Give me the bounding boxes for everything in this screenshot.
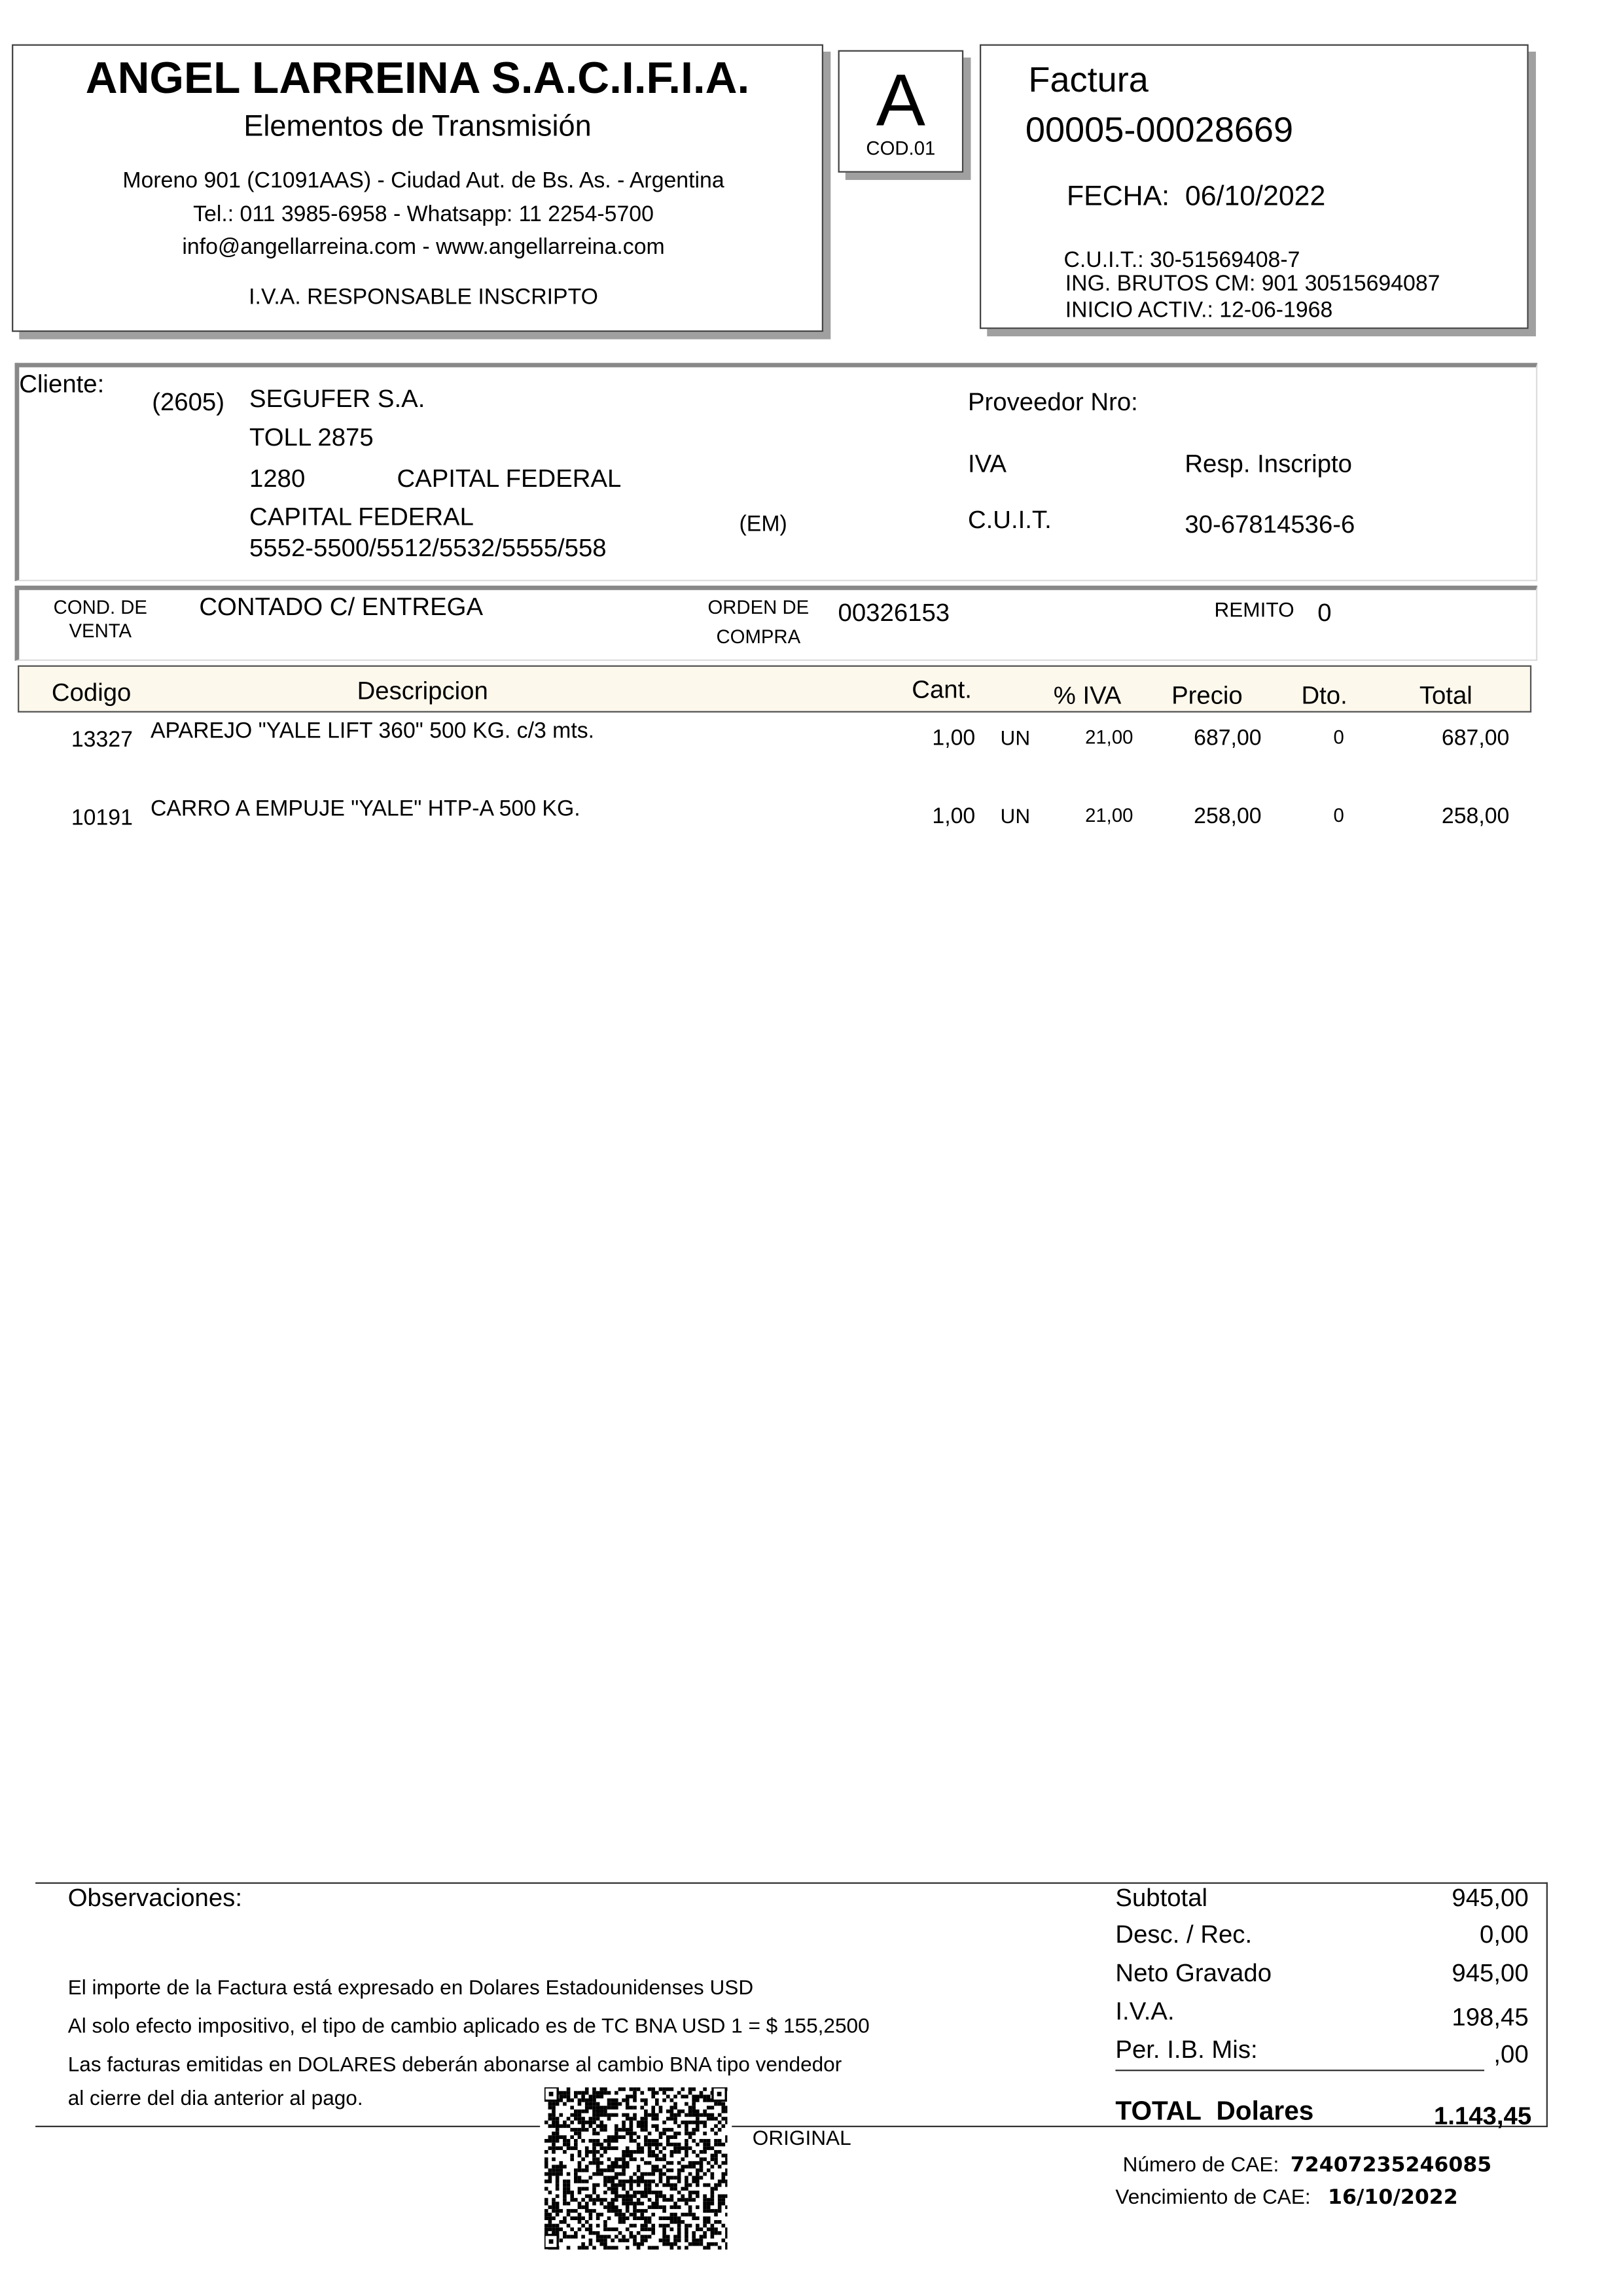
observations-label: Observaciones: [67,1883,243,1912]
header-codigo: Codigo [51,679,132,707]
header-cant: Cant. [912,675,972,704]
cell-descripcion: APAREJO "YALE LIFT 360" 500 KG. c/3 mts. [150,718,595,744]
header-descripcion: Descripcion [357,677,488,705]
orden-compra-value: 00326153 [838,599,950,627]
observation-note: El importe de la Factura está expresado en Dolares Estadounidenses USD [67,1975,754,1999]
cae-label: Número de CAE: [1122,2152,1279,2176]
cell-iva: 21,00 [1085,726,1133,749]
cae-value: 72407235246085 [1290,2153,1492,2178]
conditions-section [15,586,1538,661]
cell-codigo: 13327 [71,727,133,752]
client-zone: (EM) [739,512,787,537]
document-letter: A [876,59,925,142]
issuer-inicio: INICIO ACTIV.: 12-06-1968 [1065,298,1333,323]
client-zip: 1280 [249,465,306,493]
totals-value: 0,00 [1480,1920,1529,1949]
client-cuit-value: 30-67814536-6 [1185,510,1355,539]
client-street: TOLL 2875 [249,423,374,451]
client-label: Cliente: [19,370,105,398]
footer-section [35,1882,1548,2130]
client-section [15,363,1538,582]
total-value: 1.143,45 [1433,2102,1532,2130]
invoice-info [980,44,1529,329]
company-phones: Tel.: 011 3985-6958 - Whatsapp: 11 2254-5700 [193,202,654,228]
cae-exp-value: 16/10/2022 [1327,2186,1458,2210]
header-total: Total [1419,681,1472,710]
provider-label: Proveedor Nro: [967,387,1138,416]
orden-label-line: ORDEN DE [707,595,810,618]
issuer-cuit: C.U.I.T.: 30-51569408-7 [1063,247,1300,274]
orden-compra-label [695,593,822,652]
copy-label: ORIGINAL [752,2125,851,2149]
client-city: CAPITAL FEDERAL [397,465,622,493]
cell-cant: 1,00 [932,726,976,751]
totals-label: Subtotal [1115,1883,1208,1912]
cell-descripcion: CARRO A EMPUJE "YALE" HTP-A 500 KG. [150,796,580,822]
client-code: (2605) [152,387,225,416]
client-cuit-label: C.U.I.T. [967,506,1052,535]
totals-value: 945,00 [1452,1883,1529,1912]
document-type-box [838,50,964,173]
totals-value: 198,45 [1452,2003,1529,2032]
remito-value: 0 [1317,599,1332,627]
cell-unit: UN [1000,804,1031,828]
total-word: TOTAL [1115,2096,1202,2126]
totals-label: I.V.A. [1115,1997,1175,2026]
cell-dto: 0 [1333,804,1344,826]
company-name: ANGEL LARREINA S.A.C.I.F.I.A. [85,54,750,103]
client-phones: 5552-5500/5512/5532/5555/558 [249,534,607,562]
company-iva: I.V.A. RESPONSABLE INSCRIPTO [249,285,598,310]
cell-iva: 21,00 [1085,804,1133,826]
totals-label: Desc. / Rec. [1115,1920,1253,1949]
date-label: FECHA: [1067,181,1170,213]
cell-dto: 0 [1333,726,1344,749]
cell-codigo: 10191 [71,805,133,831]
totals-value: ,00 [1493,2040,1529,2068]
remito-label: REMITO [1214,597,1294,622]
invoice-title: Factura [1028,60,1149,101]
cond-venta-label [48,596,152,643]
cell-total: 258,00 [1441,804,1510,830]
total-currency: Dolares [1216,2096,1314,2126]
cae-expiration [1115,2185,1457,2210]
header-dto: Dto. [1301,681,1347,710]
company-tagline: Elementos de Transmisión [243,111,592,143]
cae-number [1123,2152,1492,2177]
cae-exp-label: Vencimiento de CAE: [1115,2184,1311,2208]
issuer-ing-brutos: ING. BRUTOS CM: 901 30515694087 [1065,271,1440,297]
qr-code [540,2085,732,2250]
invoice-number: 00005-00028669 [1025,111,1294,150]
items-table-header [18,665,1531,713]
totals-value: 945,00 [1452,1958,1529,1987]
cell-cant: 1,00 [932,804,976,830]
cond-venta-value: CONTADO C/ ENTREGA [199,593,484,622]
invoice-date [1067,181,1325,214]
totals-label: Neto Gravado [1115,1958,1272,1987]
qr-code-icon [544,2087,728,2250]
cond-label-line: VENTA [69,619,132,642]
cell-unit: UN [1000,726,1031,750]
header-iva: % IVA [1053,681,1122,710]
observation-note: Al solo efecto impositivo, el tipo de cambio aplicado es de TC BNA USD 1 = $ 155,2500 [67,2013,870,2038]
client-iva-value: Resp. Inscripto [1185,450,1353,478]
company-header [12,44,823,332]
orden-label-line: COMPRA [716,625,801,648]
client-name: SEGUFER S.A. [249,385,425,414]
total-label [1115,2096,1313,2127]
observation-note: al cierre del dia anterior al pago. [67,2085,363,2110]
company-address: Moreno 901 (C1091AAS) - Ciudad Aut. de Bs. As. - Argentina [122,168,724,194]
header-precio: Precio [1171,681,1243,710]
totals-divider [1115,2070,1484,2071]
cond-label-line: COND. DE [53,595,147,618]
client-iva-label: IVA [967,450,1007,478]
cell-total: 687,00 [1441,726,1510,751]
totals-label: Per. I.B. Mis: [1115,2036,1258,2064]
company-web: info@angellarreina.com - www.angellarreina.com [182,234,665,260]
observation-note: Las facturas emitidas en DOLARES deberán abonarse al cambio BNA tipo vendedor [67,2052,842,2076]
cell-precio: 687,00 [1194,726,1262,751]
date-value: 06/10/2022 [1185,181,1326,213]
cell-precio: 258,00 [1194,804,1262,830]
document-code: COD.01 [866,137,936,160]
client-province: CAPITAL FEDERAL [249,503,474,531]
